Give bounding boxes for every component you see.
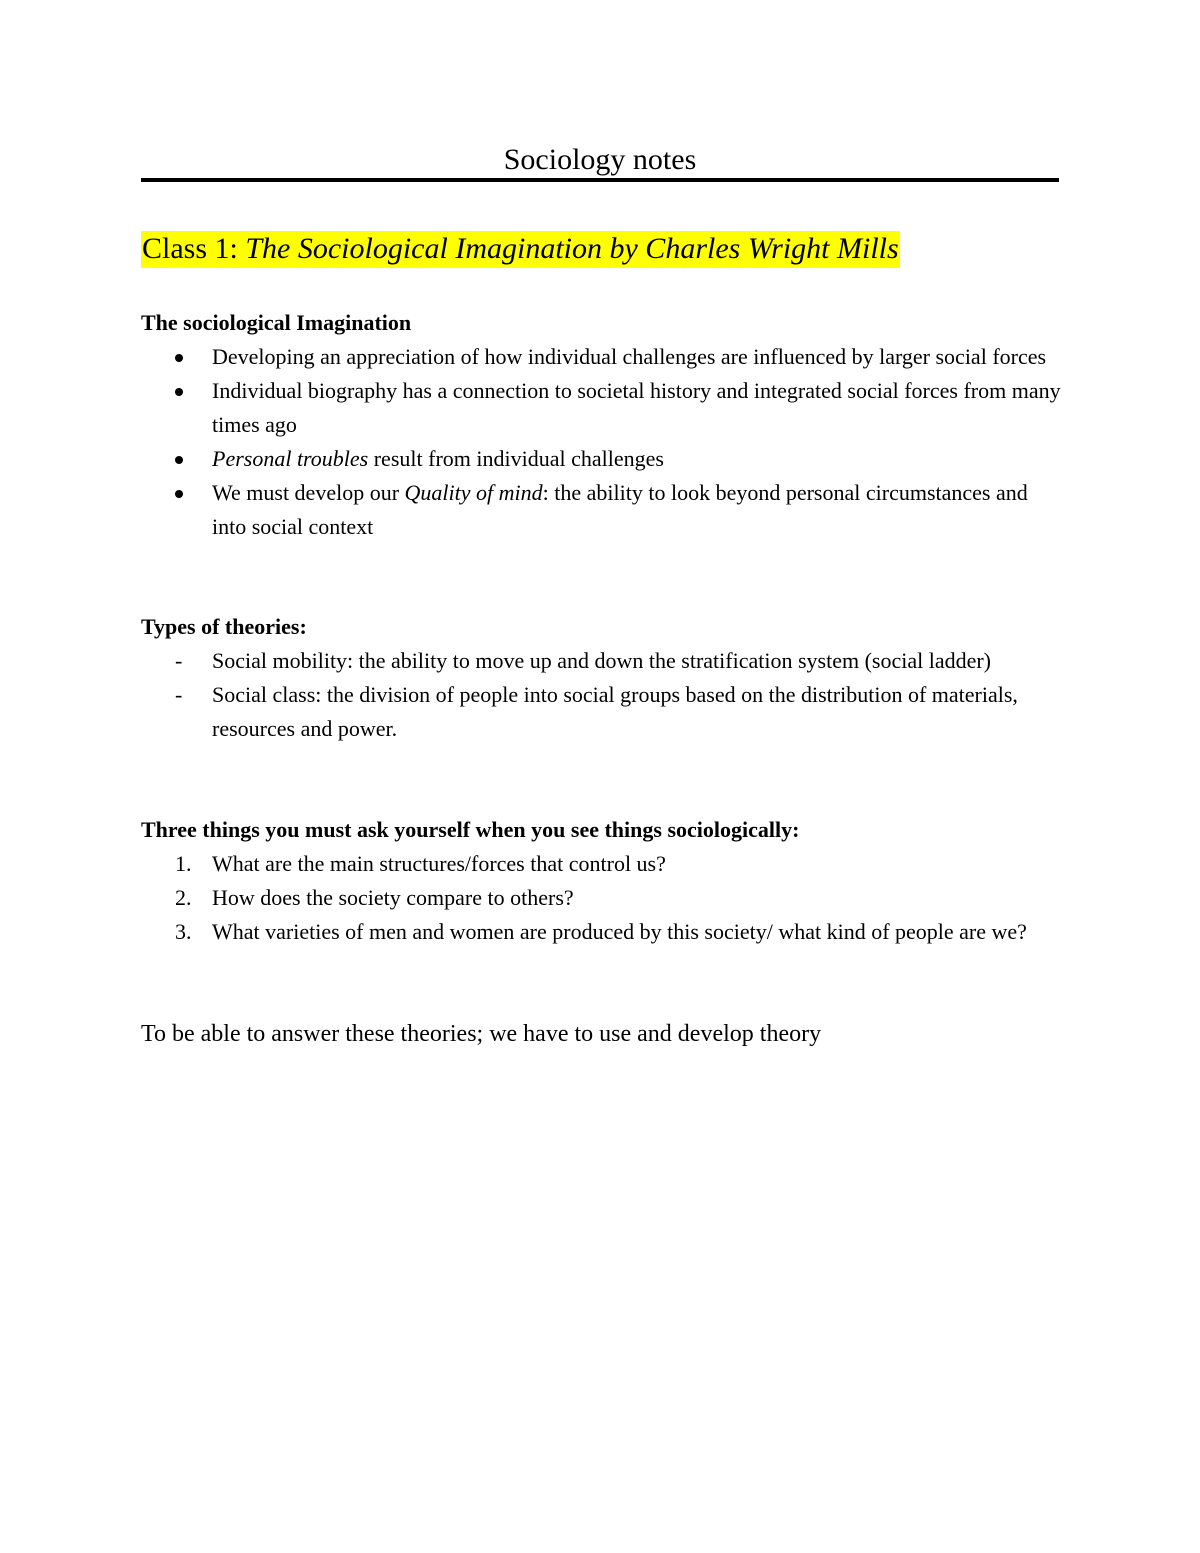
section-sociological-imagination (141, 306, 1061, 544)
section-heading: The sociological Imagination (141, 310, 412, 335)
list-item-text: Social class: the division of people into social groups based on the distribution of materials, resources and power. (212, 682, 1018, 741)
bullet-dot-icon (175, 490, 183, 498)
list-item (141, 476, 1061, 544)
number-marker: 2. (175, 885, 192, 910)
dash-list (141, 644, 1061, 746)
list-item-text: Social mobility: the ability to move up and down the stratification system (social ladder) (212, 648, 992, 673)
title-underline-rule (141, 178, 1059, 182)
section-types-of-theories (141, 610, 1061, 746)
class-label: Class 1: (142, 232, 238, 265)
class-heading (141, 229, 900, 269)
list-item (141, 340, 1061, 374)
section-heading: Types of theories: (141, 614, 307, 639)
list-item (141, 442, 1061, 476)
bullet-dot-icon (175, 354, 183, 362)
list-item-text: What are the main structures/forces that control us? (212, 851, 666, 876)
list-item-text: Developing an appreciation of how individual challenges are influenced by larger social forces (212, 344, 1047, 369)
number-marker: 1. (175, 851, 192, 876)
list-item (141, 915, 1061, 949)
numbered-list (141, 847, 1061, 949)
dash-marker: - (175, 648, 183, 673)
list-item-text: How does the society compare to others? (212, 885, 574, 910)
bullet-dot-icon (175, 456, 183, 464)
list-item (141, 678, 1061, 746)
document-title: Sociology notes (503, 143, 697, 176)
section-heading: Three things you must ask yourself when you see things sociologically: (141, 817, 800, 842)
list-item-text: What varieties of men and women are produced by this society/ what kind of people are we? (212, 919, 1027, 944)
list-item-text: Individual biography has a connection to societal history and integrated social forces from many times ago (212, 378, 1061, 437)
class-title: The Sociological Imagination by Charles Wright Mills (245, 232, 899, 265)
list-item (141, 374, 1061, 442)
list-item (141, 881, 1061, 915)
bullet-list (141, 340, 1061, 544)
list-item (141, 847, 1061, 881)
highlighted-heading (141, 231, 900, 268)
list-item (141, 644, 1061, 678)
number-marker: 3. (175, 919, 192, 944)
list-item-text: : the ability to look beyond personal circumstances and into social context (212, 480, 1028, 539)
list-item-emphasis: Quality of mind (404, 480, 543, 505)
closing-sentence: To be able to answer these theories; we have to use and develop theory (141, 1021, 822, 1047)
section-three-questions (141, 813, 1061, 949)
list-item-text: result from individual challenges (368, 446, 664, 471)
bullet-dot-icon (175, 388, 183, 396)
list-item-lead: We must develop our (212, 480, 405, 505)
dash-marker: - (175, 682, 183, 707)
list-item-emphasis: Personal troubles (212, 446, 369, 471)
